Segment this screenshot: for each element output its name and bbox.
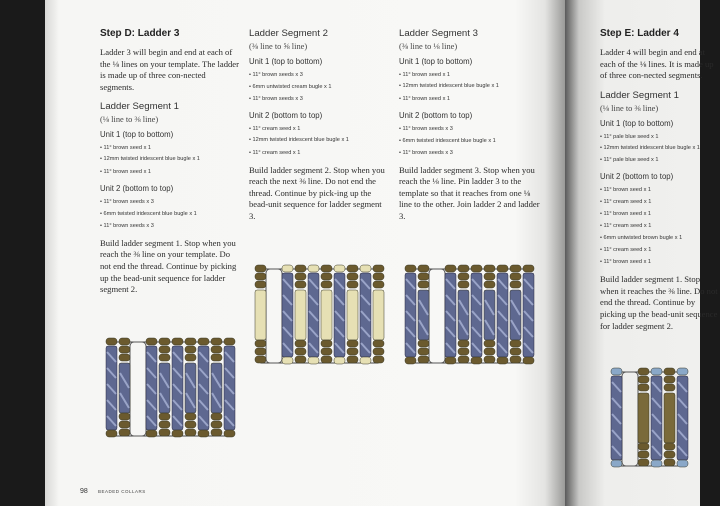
seed-bead (638, 384, 649, 391)
seed-bead (347, 340, 358, 347)
seed-bead (185, 338, 196, 345)
seed-bead (445, 357, 456, 364)
instruction-paragraph: Build ladder segment 2. Stop when you reach the next ⅜ line. Do not end the thread. Continue by pick-ing up the bead-unit sequence for ladder segment 3. (249, 164, 385, 221)
seed-bead (484, 281, 495, 288)
seed-bead (497, 265, 508, 272)
seed-bead (321, 265, 332, 272)
seed-bead (159, 354, 170, 361)
seed-bead (510, 273, 521, 280)
short-bugle (373, 290, 384, 340)
seed-bead (185, 354, 196, 361)
unit2-heading: Unit 2 (bottom to top) (600, 172, 674, 182)
unit2-heading: Unit 2 (bottom to top) (100, 183, 174, 193)
segment-heading: Ladder Segment 1 (100, 101, 179, 113)
seed-bead (458, 340, 469, 347)
seed-bead (611, 368, 622, 375)
seed-bead (347, 356, 358, 363)
seed-bead (255, 348, 266, 355)
unit1-list (100, 142, 240, 178)
unit1-list (399, 69, 541, 105)
short-bugle (638, 393, 649, 443)
segment-range: (⅛ line to ⅜ line) (100, 115, 159, 125)
seed-bead (321, 356, 332, 363)
unit1-heading: Unit 1 (top to bottom) (249, 57, 323, 66)
short-bugle (664, 393, 675, 443)
seed-bead (224, 430, 235, 437)
seed-bead (255, 273, 266, 280)
ladder-segment-3-illustration (397, 265, 537, 375)
seed-bead (159, 346, 170, 353)
seed-bead (484, 356, 495, 363)
list-item: • 6mm untwisted brown bugle x 1 (600, 232, 720, 244)
seed-bead (347, 273, 358, 280)
seed-bead (664, 451, 675, 458)
seed-bead (418, 340, 429, 347)
list-item: • 6mm twisted iridescent blue bugle x 1 (100, 208, 240, 220)
seed-bead (360, 357, 371, 364)
step-heading: Step D: Ladder 3 (100, 28, 180, 39)
seed-bead (119, 429, 130, 436)
intro-paragraph: Ladder 4 will begin and end at each of the ⅛ lines. It is made up of three con-nected segments. (600, 47, 714, 81)
column-step-d (100, 28, 240, 304)
seed-bead (255, 265, 266, 272)
short-bugle (321, 290, 332, 340)
list-item: • 11° cream seed x 1 (600, 220, 720, 232)
segment-range: (⅜ line to ⅛ line) (399, 42, 458, 51)
short-bugle (347, 290, 358, 340)
left-page (45, 0, 565, 506)
seed-bead (611, 460, 622, 467)
seed-bead (497, 357, 508, 364)
seed-bead (471, 357, 482, 364)
unit2-heading: Unit 2 (bottom to top) (399, 110, 473, 120)
seed-bead (119, 338, 130, 345)
seed-bead (159, 421, 170, 428)
seed-bead (295, 356, 306, 363)
short-bugle (255, 290, 266, 340)
seed-bead (198, 430, 209, 437)
seed-bead (373, 356, 384, 363)
seed-bead (159, 338, 170, 345)
short-bugle (295, 290, 306, 340)
column-segment-3 (399, 28, 541, 230)
instruction-paragraph: Build ladder segment 1. Stop when it reaches the ⅜ line. Do not end the thread. Continue by picking up the bead-unit sequence for ladder segment 2. (600, 274, 718, 331)
list-item: • 11° brown seed x 1 (100, 142, 240, 154)
list-item: • 6mm untwisted cream bugle x 1 (249, 81, 389, 93)
seed-bead (638, 376, 649, 383)
seed-bead (405, 265, 416, 272)
list-item: • 11° brown seeds x 3 (249, 93, 389, 105)
seed-bead (510, 356, 521, 363)
seed-bead (523, 357, 534, 364)
seed-bead (224, 338, 235, 345)
seed-bead (185, 413, 196, 420)
list-item: • 11° cream seed x 1 (249, 147, 389, 159)
seed-bead (255, 340, 266, 347)
list-item: • 11° cream seed x 1 (600, 244, 720, 256)
list-item: • 11° brown seed x 1 (100, 166, 240, 178)
seed-bead (211, 413, 222, 420)
seed-bead (334, 265, 345, 272)
seed-bead (185, 421, 196, 428)
page-number: 98 (80, 488, 88, 495)
unit2-list (249, 123, 389, 159)
instruction-paragraph: Build ladder segment 3. Stop when you reach the ⅛ line. Pin ladder 3 to the template so that it reaches from one ⅛ line to the other. Join ladder 2 and ladder 3. (399, 164, 540, 221)
seed-bead (172, 338, 183, 345)
thread-loop (622, 372, 638, 466)
seed-bead (321, 281, 332, 288)
seed-bead (119, 413, 130, 420)
segment-range: (⅛ line to ⅜ line) (600, 103, 659, 113)
seed-bead (418, 273, 429, 280)
unit1-list (249, 69, 389, 105)
seed-bead (510, 348, 521, 355)
seed-bead (638, 459, 649, 466)
list-item: • 11° brown seed x 1 (600, 184, 720, 196)
seed-bead (146, 430, 157, 437)
seed-bead (510, 281, 521, 288)
seed-bead (677, 368, 688, 375)
list-item: • 11° brown seed x 1 (399, 69, 541, 81)
list-item: • 12mm twisted iridescent blue bugle x 1 (600, 145, 720, 153)
seed-bead (360, 265, 371, 272)
unit1-heading: Unit 1 (top to bottom) (100, 130, 174, 140)
seed-bead (484, 273, 495, 280)
seed-bead (106, 430, 117, 437)
seed-bead (295, 281, 306, 288)
seed-bead (458, 356, 469, 363)
seed-bead (321, 340, 332, 347)
thread-loop (429, 269, 445, 363)
seed-bead (295, 348, 306, 355)
seed-bead (321, 273, 332, 280)
seed-bead (347, 265, 358, 272)
seed-bead (664, 443, 675, 450)
ladder-segment-1-illustration (98, 338, 238, 448)
list-item: • 11° brown seeds x 3 (399, 123, 541, 135)
seed-bead (638, 443, 649, 450)
list-item: • 12mm twisted iridescent blue bugle x 1 (399, 83, 541, 91)
seed-bead (255, 356, 266, 363)
seed-bead (373, 273, 384, 280)
seed-bead (651, 460, 662, 467)
seed-bead (159, 429, 170, 436)
seed-bead (638, 368, 649, 375)
seed-bead (638, 451, 649, 458)
list-item: • 11° brown seeds x 3 (100, 220, 240, 232)
seed-bead (211, 354, 222, 361)
unit2-list (399, 123, 541, 159)
unit1-list (600, 131, 720, 167)
seed-bead (185, 346, 196, 353)
seed-bead (373, 281, 384, 288)
seed-bead (295, 265, 306, 272)
seed-bead (295, 340, 306, 347)
intro-paragraph: Ladder 3 will begin and end at each of the ⅛ lines on your template. The ladder is made up of three con-nected segments. (100, 47, 239, 92)
list-item: • 11° brown seed x 1 (399, 93, 541, 105)
seed-bead (471, 265, 482, 272)
seed-bead (119, 354, 130, 361)
list-item: • 11° brown seed x 1 (600, 256, 720, 268)
seed-bead (373, 340, 384, 347)
seed-bead (334, 357, 345, 364)
unit2-list (100, 196, 240, 232)
running-title: BEADED COLLARS (98, 489, 146, 494)
seed-bead (308, 265, 319, 272)
seed-bead (347, 348, 358, 355)
seed-bead (664, 384, 675, 391)
unit2-heading: Unit 2 (bottom to top) (249, 111, 323, 120)
seed-bead (119, 421, 130, 428)
segment-range: (⅜ line to ⅝ line) (249, 42, 308, 51)
list-item: • 11° brown seeds x 3 (249, 69, 389, 81)
seed-bead (458, 273, 469, 280)
thread-loop (130, 342, 146, 436)
seed-bead (159, 413, 170, 420)
seed-bead (211, 338, 222, 345)
seed-bead (373, 348, 384, 355)
seed-bead (677, 460, 688, 467)
seed-bead (373, 265, 384, 272)
segment-heading: Ladder Segment 3 (399, 28, 478, 39)
seed-bead (321, 348, 332, 355)
segment-heading: Ladder Segment 1 (600, 89, 679, 101)
seed-bead (211, 429, 222, 436)
list-item: • 6mm twisted iridescent blue bugle x 1 (399, 135, 541, 147)
seed-bead (347, 281, 358, 288)
seed-bead (445, 265, 456, 272)
seed-bead (523, 265, 534, 272)
seed-bead (418, 281, 429, 288)
seed-bead (510, 265, 521, 272)
seed-bead (198, 338, 209, 345)
ladder-segment-2-illustration (247, 265, 387, 375)
list-item: • 11° cream seed x 1 (249, 123, 389, 135)
seed-bead (282, 357, 293, 364)
seed-bead (418, 265, 429, 272)
thread-loop (266, 269, 282, 363)
seed-bead (664, 376, 675, 383)
instruction-paragraph: Build ladder segment 1. Stop when you reach the ⅜ line on your template. Do not end the thread. Continue by picking up the bead-unit sequence for ladder segment 2. (100, 237, 237, 295)
seed-bead (664, 368, 675, 375)
seed-bead (185, 429, 196, 436)
seed-bead (211, 421, 222, 428)
seed-bead (484, 340, 495, 347)
seed-bead (106, 338, 117, 345)
right-page (565, 0, 718, 506)
ladder-4-illustration (603, 368, 713, 478)
seed-bead (458, 281, 469, 288)
seed-bead (458, 348, 469, 355)
seed-bead (146, 338, 157, 345)
unit2-list (600, 184, 720, 268)
seed-bead (418, 348, 429, 355)
seed-bead (172, 430, 183, 437)
segment-heading: Ladder Segment 2 (249, 28, 328, 39)
column-segment-2 (249, 28, 389, 230)
list-item: • 11° pale blue seed x 1 (600, 154, 720, 166)
seed-bead (651, 368, 662, 375)
seed-bead (308, 357, 319, 364)
list-item: • 12mm twisted iridescent blue bugle x 1 (100, 156, 240, 164)
list-item: • 11° cream seed x 1 (600, 196, 720, 208)
seed-bead (255, 281, 266, 288)
seed-bead (418, 356, 429, 363)
seed-bead (119, 346, 130, 353)
step-heading: Step E: Ladder 4 (600, 28, 679, 39)
column-step-e (600, 28, 720, 340)
seed-bead (484, 348, 495, 355)
list-item: • 11° pale blue seed x 1 (600, 131, 720, 143)
seed-bead (484, 265, 495, 272)
unit1-heading: Unit 1 (top to bottom) (399, 57, 473, 66)
list-item: • 11° brown seeds x 3 (399, 147, 541, 159)
seed-bead (510, 340, 521, 347)
list-item: • 12mm twisted iridescent blue bugle x 1 (249, 137, 389, 145)
seed-bead (664, 459, 675, 466)
seed-bead (405, 357, 416, 364)
seed-bead (211, 346, 222, 353)
seed-bead (458, 265, 469, 272)
seed-bead (295, 273, 306, 280)
list-item: • 11° brown seeds x 3 (100, 196, 240, 208)
unit1-heading: Unit 1 (top to bottom) (600, 118, 674, 128)
list-item: • 11° brown seed x 1 (600, 208, 720, 220)
seed-bead (282, 265, 293, 272)
